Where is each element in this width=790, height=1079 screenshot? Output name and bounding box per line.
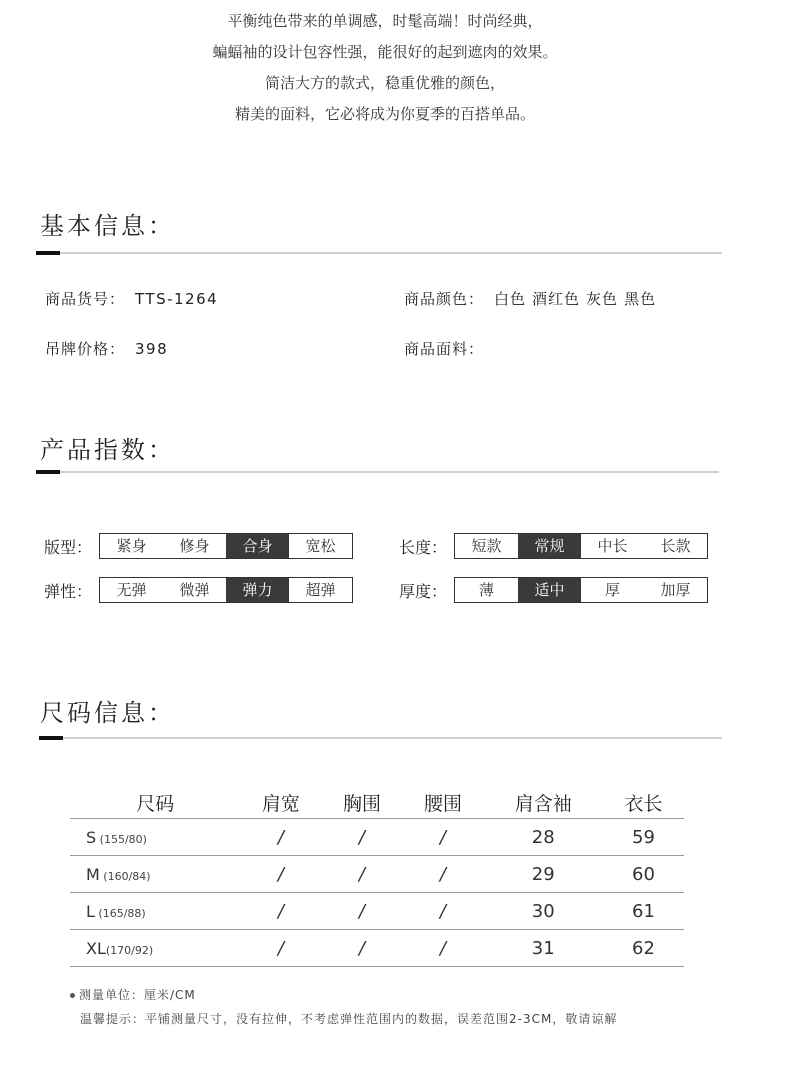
chest-cell: / — [321, 856, 402, 893]
index-elasticity-options — [99, 577, 353, 603]
header-chest: 胸围 — [342, 792, 381, 815]
shoulder-cell: / — [240, 930, 321, 967]
index-option: 无弹 — [116, 581, 147, 599]
size-cell — [70, 856, 240, 893]
length-cell: 62 — [603, 930, 684, 967]
index-fit-label: 版型： — [44, 537, 93, 557]
item-colors-label: 商品颜色： — [404, 290, 485, 308]
section-divider-accent — [36, 251, 60, 255]
index-fit-options — [99, 533, 353, 559]
size-cell — [70, 930, 240, 967]
sleeve-cell: 29 — [483, 856, 602, 893]
size-table — [70, 786, 684, 967]
size-spec: (165/88) — [94, 906, 146, 920]
item-number — [45, 288, 218, 309]
table-row — [70, 819, 684, 856]
waist-cell: / — [402, 856, 483, 893]
color-value: 酒红色 — [532, 290, 581, 308]
unit-note-text: 测量单位：厘米/CM — [79, 988, 196, 1002]
index-option: 修身 — [179, 537, 210, 555]
section-divider — [36, 252, 722, 254]
index-option: 超弹 — [305, 581, 336, 599]
shoulder-cell: / — [240, 893, 321, 930]
index-option: 宽松 — [305, 537, 336, 555]
index-option: 厚 — [604, 581, 620, 599]
length-cell: 61 — [603, 893, 684, 930]
header-shoulder: 肩宽 — [261, 792, 300, 815]
item-price — [45, 338, 168, 359]
index-option: 常规 — [518, 534, 581, 558]
index-option: 弹力 — [226, 578, 289, 602]
size-info-title: 尺码信息： — [40, 699, 175, 727]
section-divider-accent — [39, 736, 63, 740]
index-elasticity — [44, 577, 353, 603]
intro-line: 蝙蝠袖的设计包容性强，能很好的起到遮肉的效果。 — [212, 43, 558, 61]
size-spec: (160/84) — [99, 869, 151, 883]
size-value: XL — [86, 938, 106, 958]
sleeve-cell: 31 — [483, 930, 602, 967]
sleeve-cell: 28 — [483, 819, 602, 856]
length-cell: 59 — [603, 819, 684, 856]
item-number-value: TTS-1264 — [135, 290, 219, 308]
header-waist: 腰围 — [423, 792, 462, 815]
index-option: 长款 — [660, 537, 691, 555]
section-divider — [36, 471, 719, 473]
index-option: 薄 — [478, 581, 494, 599]
intro-text — [0, 6, 770, 130]
waist-cell: / — [402, 930, 483, 967]
index-elasticity-label: 弹性： — [44, 581, 93, 601]
size-cell — [70, 893, 240, 930]
index-fit — [44, 533, 353, 559]
unit-note — [70, 986, 196, 1003]
measure-tip: 温馨提示：平铺测量尺寸，没有拉伸，不考虑弹性范围内的数据，误差范围2-3CM，敬请谅解 — [80, 1012, 618, 1026]
basic-info-title: 基本信息： — [40, 212, 175, 240]
shoulder-cell: / — [240, 819, 321, 856]
index-option: 微弹 — [179, 581, 210, 599]
bullet-icon — [70, 993, 75, 998]
section-divider-accent — [36, 470, 60, 474]
section-divider — [39, 737, 722, 739]
table-row — [70, 893, 684, 930]
index-option: 合身 — [226, 534, 289, 558]
waist-cell: / — [402, 893, 483, 930]
size-cell — [70, 819, 240, 856]
index-option: 中长 — [597, 537, 628, 555]
color-value: 灰色 — [586, 290, 619, 308]
table-row — [70, 930, 684, 967]
product-index-title: 产品指数： — [40, 436, 175, 464]
item-fabric-label: 商品面料： — [404, 340, 485, 358]
index-length — [399, 533, 708, 559]
chest-cell: / — [321, 819, 402, 856]
intro-line: 平衡纯色带来的单调感，时髦高端！时尚经典， — [227, 12, 543, 30]
header-sleeve: 肩含袖 — [514, 792, 572, 815]
item-fabric — [404, 338, 494, 359]
chest-cell: / — [321, 930, 402, 967]
index-thickness-label: 厚度： — [399, 581, 448, 601]
header-length: 衣长 — [624, 792, 663, 815]
waist-cell: / — [402, 819, 483, 856]
color-value: 白色 — [494, 290, 527, 308]
shoulder-cell: / — [240, 856, 321, 893]
index-thickness-options — [454, 577, 708, 603]
size-value: S — [86, 827, 97, 847]
sleeve-cell: 30 — [483, 893, 602, 930]
table-row — [70, 856, 684, 893]
size-table-header — [70, 786, 684, 819]
index-option: 适中 — [518, 578, 581, 602]
index-length-options — [454, 533, 708, 559]
intro-line: 精美的面料，它必将成为你夏季的百搭单品。 — [234, 105, 535, 123]
chest-cell: / — [321, 893, 402, 930]
index-option: 加厚 — [660, 581, 691, 599]
index-length-label: 长度： — [399, 537, 448, 557]
index-thickness — [399, 577, 708, 603]
index-option: 短款 — [471, 537, 502, 555]
item-price-label: 吊牌价格： — [45, 340, 126, 358]
color-value: 黑色 — [624, 290, 657, 308]
size-value: L — [86, 901, 95, 921]
item-colors — [404, 288, 662, 309]
header-size: 尺码 — [136, 792, 175, 815]
size-spec: (155/80) — [96, 832, 147, 846]
size-spec: (170/92) — [105, 943, 154, 957]
item-price-value: 398 — [135, 340, 169, 358]
size-value: M — [86, 864, 100, 884]
item-number-label: 商品货号： — [45, 290, 126, 308]
length-cell: 60 — [603, 856, 684, 893]
intro-line: 简洁大方的款式，稳重优雅的颜色， — [264, 74, 505, 92]
index-option: 紧身 — [116, 537, 147, 555]
